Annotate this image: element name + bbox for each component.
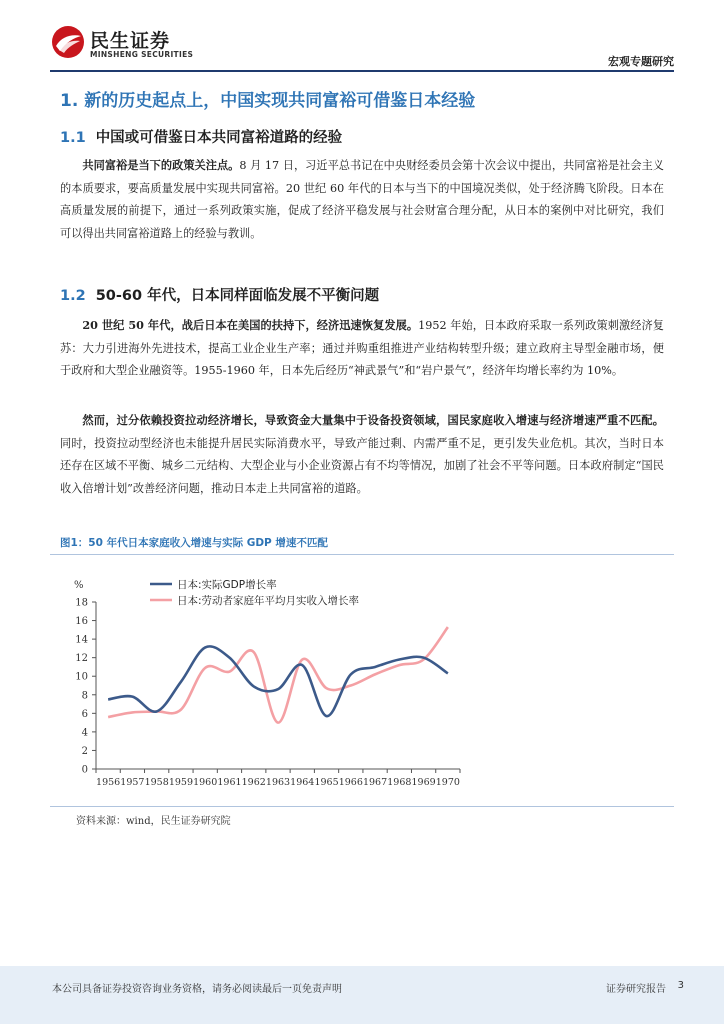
chart-series: [108, 627, 448, 723]
x-tick-label: 1960: [193, 777, 218, 788]
page-header: [0, 0, 724, 80]
figure-1-line-chart: [50, 560, 480, 800]
section-1-2-paragraph-2: [60, 409, 664, 500]
section-1-2-p1-body: 1952 年始，日本政府采取一系列政策刺激经济复苏：大力引进海外先进技术，提高工业企业生产率；通过并购重组推进产业结构转型升级；建立政府主导型金融市场，便于政府和大型企业融资等。1955-1960 年，日本先后经历“神武景气”和“岩户景气”，经济年均增长率约为 10%。: [60, 319, 664, 377]
y-tick-label: 8: [81, 690, 88, 702]
x-tick-label: 1958: [144, 777, 169, 788]
figure-source: 资料来源：wind，民生证券研究院: [76, 816, 231, 827]
minsheng-logo-icon: [50, 24, 86, 60]
chart-axes: [74, 580, 460, 788]
section-1-title: 新的历史起点上，中国实现共同富裕可借鉴日本经验: [84, 91, 476, 111]
section-1-1-title: 中国或可借鉴日本共同富裕道路的经验: [95, 130, 343, 146]
x-tick-label: 1968: [387, 777, 412, 788]
brand-name-cn: 民生证券: [90, 30, 171, 52]
y-tick-label: 10: [75, 671, 88, 683]
series-line-1: [108, 627, 448, 723]
page-number: 3: [677, 980, 684, 991]
figure-1-title: 图1：50 年代日本家庭收入增速与实际 GDP 增速不匹配: [60, 537, 328, 549]
footer-label: 证券研究报告: [606, 984, 666, 995]
x-tick-label: 1961: [217, 777, 242, 788]
chart-legend: [150, 578, 360, 607]
x-tick-label: 1962: [241, 777, 266, 788]
report-type: 宏观专题研究: [608, 55, 674, 68]
footer-disclaimer: 本公司具备证券投资咨询业务资格，请务必阅读最后一页免责声明: [52, 984, 342, 995]
legend-label-1: 日本:劳动者家庭年平均月实收入增长率: [177, 595, 360, 607]
section-1-1-heading: [60, 126, 342, 147]
y-axis-unit: %: [74, 580, 84, 591]
section-1-1-body: 8 月 17 日，习近平总书记在中央财经委员会第十次会议中提出，共同富裕是社会主义的本质要求，要高质量发展中实现共同富裕。20 世纪 60 年代的日本与当下的中国境况类似，处于经济腾飞阶段。日本在高质量发展的前提下，通过一系列政策实施，促成了经济平稳发展与社会财富合理分配，从日本的案例中对比研究，我们可以得出共同富裕道路上的经验与教训。: [60, 159, 664, 240]
legend-label-0: 日本:实际GDP增长率: [177, 579, 277, 591]
x-tick-label: 1956: [96, 777, 121, 788]
y-tick-label: 2: [81, 745, 88, 757]
y-tick-label: 16: [75, 616, 88, 628]
section-1-number: 1.: [60, 91, 79, 111]
series-line-0: [108, 646, 448, 716]
y-tick-label: 4: [81, 727, 88, 739]
section-1-1-number: 1.1: [60, 130, 86, 146]
header-divider: [50, 70, 674, 72]
x-tick-label: 1964: [290, 777, 315, 788]
section-1-2-title: 50-60 年代，日本同样面临发展不平衡问题: [95, 288, 380, 304]
x-tick-label: 1970: [435, 777, 460, 788]
x-tick-label: 1967: [362, 777, 388, 788]
minsheng-logo: [50, 24, 194, 68]
x-tick-label: 1969: [411, 777, 436, 788]
page-footer: [0, 966, 724, 1024]
y-tick-label: 18: [75, 597, 88, 609]
section-1-2-paragraph-1: [60, 314, 664, 383]
figure-top-divider: [50, 554, 674, 555]
y-tick-label: 0: [81, 764, 88, 776]
y-tick-label: 14: [75, 634, 88, 646]
section-1-2-heading: [60, 284, 379, 305]
x-tick-label: 1959: [168, 777, 194, 788]
y-tick-label: 6: [81, 708, 88, 720]
x-tick-label: 1966: [338, 777, 363, 788]
brand-name-en: MINSHENG SECURITIES: [90, 50, 194, 59]
y-tick-label: 12: [75, 653, 88, 665]
section-1-1-paragraph: [60, 154, 664, 245]
x-tick-label: 1957: [120, 777, 145, 788]
x-tick-label: 1963: [265, 777, 291, 788]
section-1-1-lead: 共同富裕是当下的政策关注点。: [82, 158, 240, 172]
section-1-heading: [60, 86, 475, 111]
x-tick-label: 1965: [314, 777, 339, 788]
section-1-2-p2-lead: 然而，过分依赖投资拉动经济增长，导致资金大量集中于设备投资领域，国民家庭收入增速与经济增速严重不匹配。: [82, 413, 664, 427]
section-1-2-p2-body: 同时，投资拉动型经济也未能提升居民实际消费水平，导致产能过剩、内需严重不足，更引发失业危机。其次，当时日本还存在区域不平衡、城乡二元结构、大型企业与小企业资源占有不均等情况，加剧了社会不平等问题。日本政府制定“国民收入倍增计划”改善经济问题，推动日本走上共同富裕的道路。: [60, 436, 664, 495]
section-1-2-p1-lead: 20 世纪 50 年代，战后日本在美国的扶持下，经济迅速恢复发展。: [82, 318, 419, 332]
figure-bottom-divider: [50, 806, 674, 807]
section-1-2-number: 1.2: [60, 288, 86, 304]
